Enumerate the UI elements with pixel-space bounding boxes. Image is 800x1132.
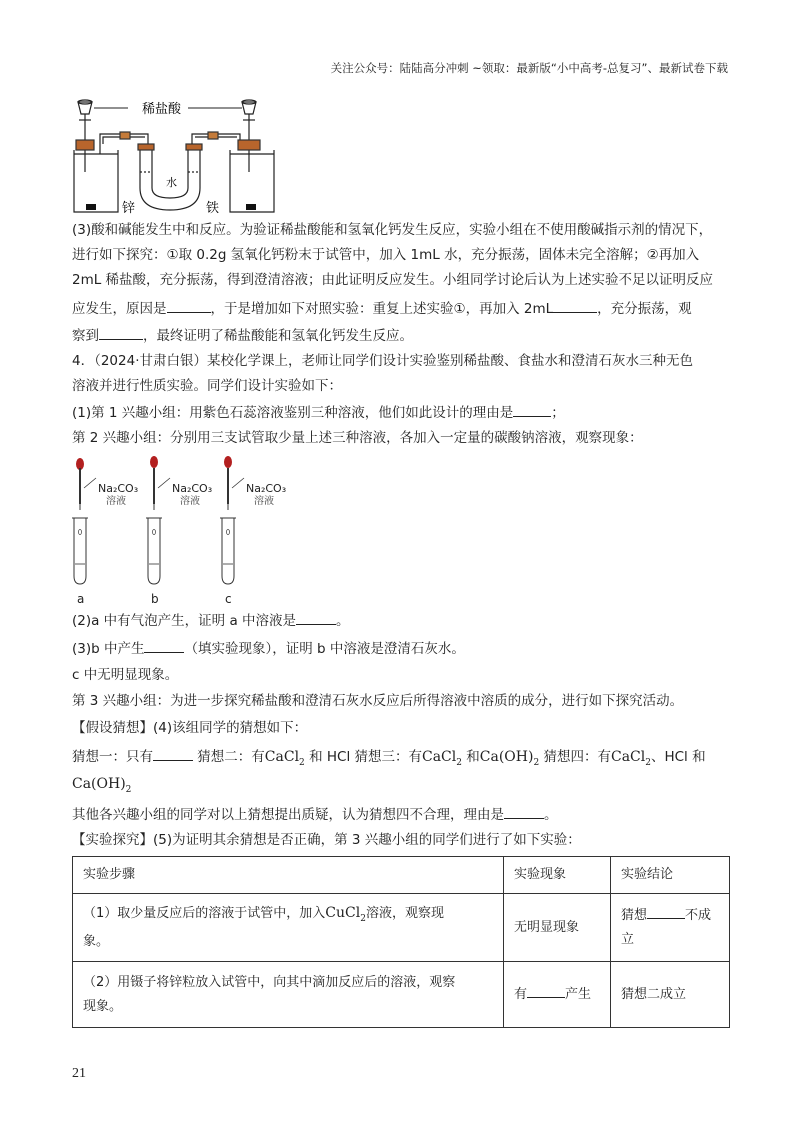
experiment-table <box>72 856 730 1028</box>
table-row <box>73 894 730 962</box>
formula-caoh2: $Ca(OH)_2$ <box>479 749 540 768</box>
solution-label: 溶液 <box>106 496 126 507</box>
formula-caoh2: $Ca(OH)_2$ <box>72 776 132 795</box>
q3-line4: 应发生，原因是 ，于是增加如下对照实验：重复上述实验①，再加入 2mL ，充分振荡，观 <box>72 298 692 319</box>
q3-line1: (3)酸和碱能发生中和反应。为验证稀盐酸能和氢氧化钙发生反应，实验小组在不使用酸碱指示剂的情况下， <box>72 222 713 238</box>
answer-blank[interactable] <box>144 638 184 653</box>
answer-blank[interactable] <box>153 746 193 761</box>
table-cell: 有 产生 <box>504 962 611 1028</box>
doubt-line: 其他各兴趣小组的同学对以上猜想提出质疑，认为猜想四不合理，理由是 。 <box>72 804 558 825</box>
tube-label: c <box>225 592 232 606</box>
apparatus-diagram <box>70 92 280 217</box>
test-tube-c <box>220 456 286 606</box>
explore-heading: 【实验探究】(5)为证明其余猜想是否正确，第 3 兴趣小组的同学们进行了如下实验： <box>72 832 581 848</box>
table-header-row <box>73 857 730 894</box>
acid-label: 稀盐酸 <box>142 102 182 117</box>
answer-blank[interactable] <box>513 402 551 417</box>
q4-group3: 第 3 兴趣小组：为进一步探究稀盐酸和澄清石灰水反应后所得溶液中溶质的成分，进行如下探究活动。 <box>72 693 684 709</box>
q3-line2: 进行如下探究：①取 0.2g 氢氧化钙粉末于试管中，加入 1mL 水，充分振荡，固体未完全溶解；②再加入 <box>72 247 700 263</box>
formula-cacl2: CaCl$_2$ <box>264 749 305 768</box>
q4-group2: 第 2 兴趣小组：分别用三支试管取少量上述三种溶液，各加入一定量的碳酸钠溶液，观察现象： <box>72 430 643 446</box>
table-row <box>73 962 730 1028</box>
table-cell: 无明显现象 <box>504 894 611 962</box>
solution-label: 溶液 <box>180 496 200 507</box>
q3-line3: 2mL 稀盐酸，充分振荡，得到澄清溶液；由此证明反应发生。小组同学讨论后认为上述实验不足以证明反应 <box>72 272 714 288</box>
iron-label: 铁 <box>206 201 220 216</box>
hypothesis-line: 猜想一：只有 猜想二：有CaCl$_2$ 和 HCl 猜想三：有CaCl$_2$ 和$Ca(OH)_2$ 猜想四：有CaCl$_2$、HCl 和 <box>72 746 706 773</box>
formula-cacl2: CaCl$_2$ <box>610 749 651 768</box>
answer-blank[interactable] <box>296 610 336 625</box>
reagent-label: Na₂CO₃ <box>246 482 287 495</box>
tube-label: a <box>77 592 85 606</box>
tube-label: b <box>151 592 159 606</box>
answer-blank[interactable] <box>647 904 685 919</box>
answer-blank[interactable] <box>553 298 597 313</box>
q4-s2: (2)a 中有气泡产生，证明 a 中溶液是 。 <box>72 610 350 631</box>
formula-cucl2: CuCl$_2$ <box>325 904 366 924</box>
q4-s3: (3)b 中产生 （填实验现象），证明 b 中溶液是澄清石灰水。 <box>72 638 465 659</box>
answer-blank[interactable] <box>527 983 565 998</box>
table-header: 实验结论 <box>611 857 730 894</box>
reagent-label: Na₂CO₃ <box>98 482 139 495</box>
test-tube-a <box>72 458 138 606</box>
answer-blank[interactable] <box>99 325 143 340</box>
q4-c-line: c 中无明显现象。 <box>72 667 179 683</box>
table-cell: 猜想 不成 立 <box>611 894 730 962</box>
hypothesis-line-2 <box>72 774 131 800</box>
table-header: 实验步骤 <box>73 857 504 894</box>
page-header: 关注公众号：陆陆高分冲刺 ~领取：最新版“小中高考-总复习”、最新试卷下载 <box>330 61 728 75</box>
table-header: 实验现象 <box>504 857 611 894</box>
test-tube-b <box>146 456 212 606</box>
table-cell: 猜想二成立 <box>611 962 730 1028</box>
table-cell: （2）用镊子将锌粒放入试管中，向其中滴加反应后的溶液，观察 现象。 <box>73 962 504 1028</box>
table-cell: （1）取少量反应后的溶液于试管中，加入CuCl$_2$溶液，观察现 象。 <box>73 894 504 962</box>
q4-line1: 4．（2024·甘肃白银）某校化学课上，老师让同学们设计实验鉴别稀盐酸、食盐水和澄清石灰水三种无色 <box>72 353 693 369</box>
solution-label: 溶液 <box>254 496 274 507</box>
reagent-label: Na₂CO₃ <box>172 482 213 495</box>
q4-s1: (1)第 1 兴趣小组：用紫色石蕊溶液鉴别三种溶液，他们如此设计的理由是 ； <box>72 402 565 423</box>
answer-blank[interactable] <box>504 804 544 819</box>
q3-line5: 察到 ，最终证明了稀盐酸能和氢氧化钙发生反应。 <box>72 325 413 346</box>
test-tubes-diagram <box>66 452 326 608</box>
answer-blank[interactable] <box>167 298 211 313</box>
page-number: 21 <box>72 1066 86 1081</box>
zinc-label: 锌 <box>122 201 136 216</box>
formula-cacl2: CaCl$_2$ <box>422 749 462 768</box>
q4-line2: 溶液并进行性质实验。同学们设计实验如下： <box>72 378 342 394</box>
hypothesis-heading: 【假设猜想】(4)该组同学的猜想如下： <box>72 720 308 736</box>
water-label: 水 <box>166 176 177 189</box>
